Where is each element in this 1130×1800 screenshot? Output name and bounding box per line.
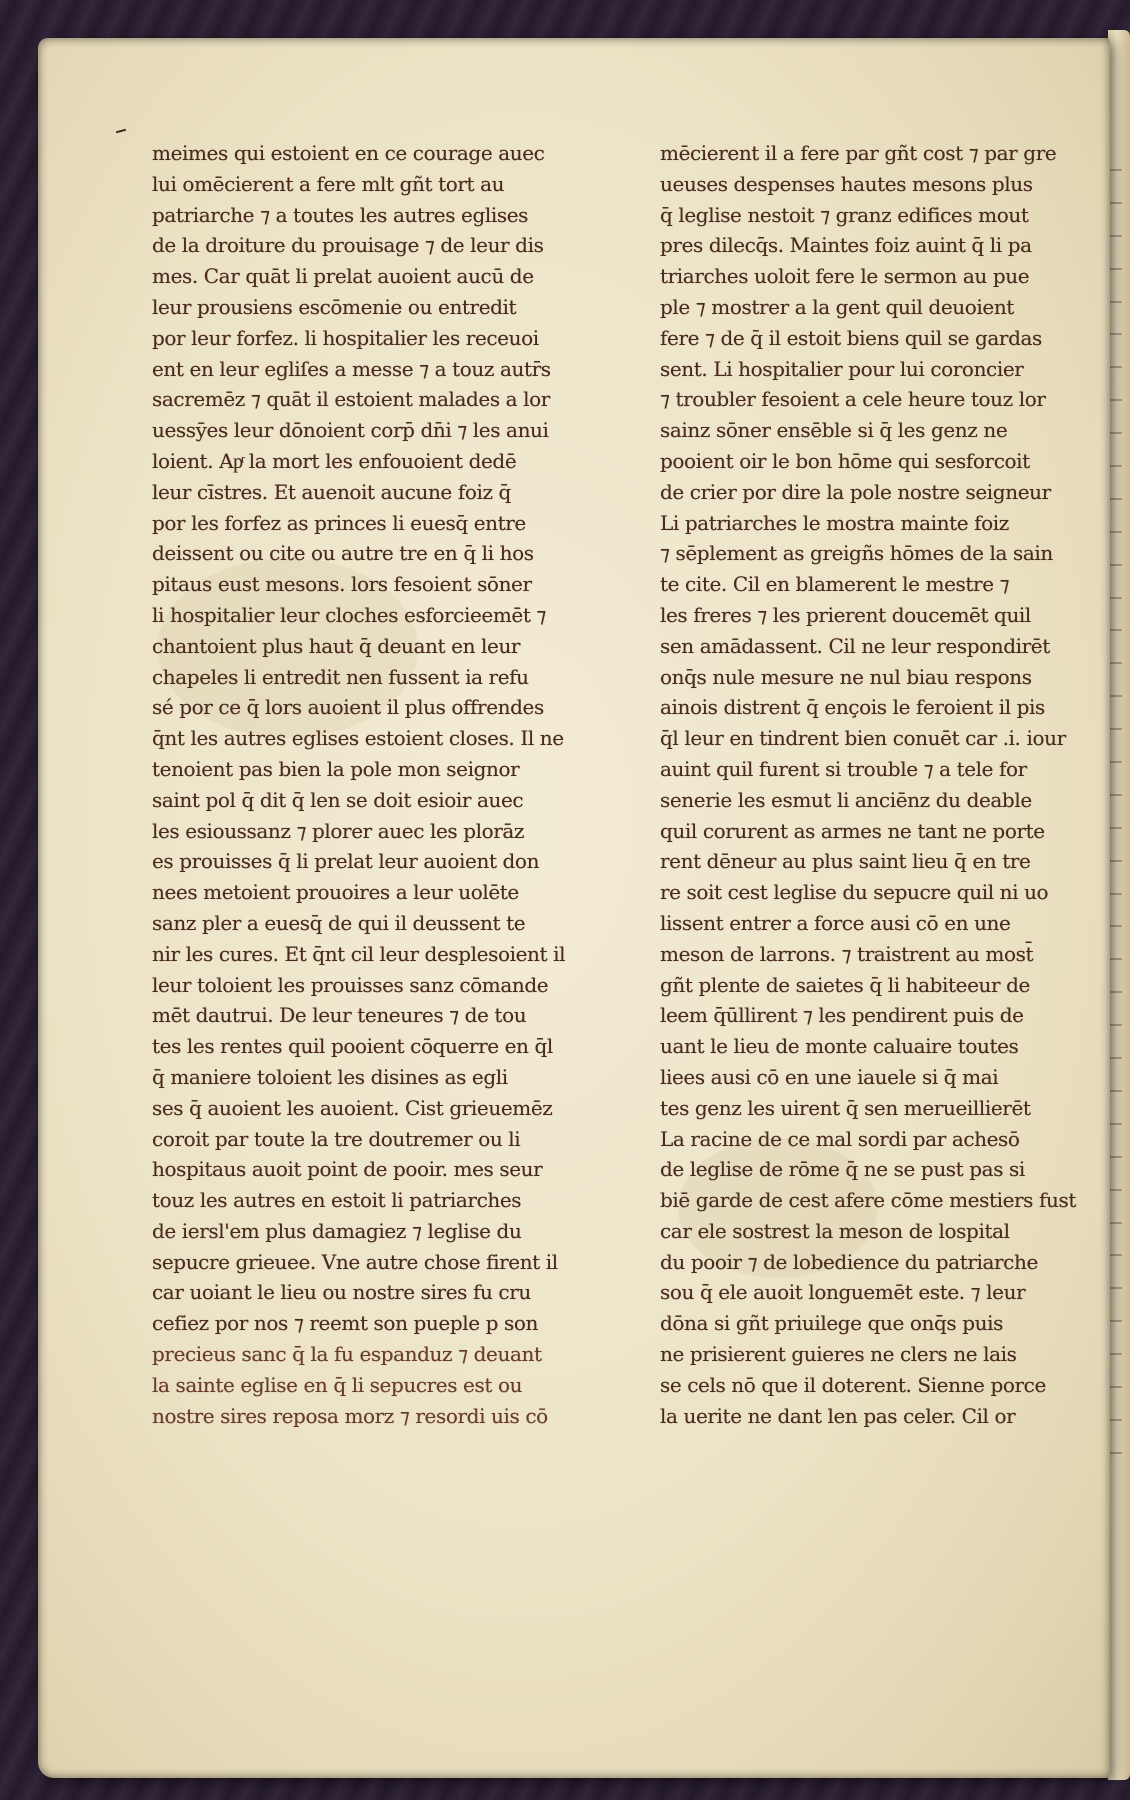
manuscript-line: coroit par toute la tre doutremer ou li [152,1126,521,1151]
manuscript-line: leur prousiens escōmenie ou entredit [152,294,517,319]
facing-line-fragment [1108,239,1122,270]
manuscript-line: sent. Li hospitalier pour lui coroncier [660,356,1024,381]
manuscript-line: sanz pler a euesq̄ de qui il deussent te [152,910,526,935]
manuscript-line: dōna si gñt priuilege que onq̄s puis [660,1311,1003,1336]
manuscript-line: q̄ leglise nestoit ⁊ granz edifices mout [660,202,1029,227]
manuscript-line: leur toloient les prouisses sanz cōmande [152,972,549,997]
manuscript-line: onq̄s nule mesure ne nul biau respons [660,664,1032,689]
manuscript-line: de iersl'em plus damagiez ⁊ leglise du [152,1218,522,1243]
manuscript-line: pres dilecq̄s. Maintes foiz auint q̄ li pa [660,233,1032,258]
manuscript-line: la uerite ne dant len pas celer. Cil or [660,1403,1016,1428]
manuscript-line: ne prisierent guieres ne clers ne lais [660,1342,1017,1367]
manuscript-line: q̄ maniere toloient les disines as egli [152,1064,508,1089]
manuscript-line: senerie les esmut li anciēnz du deable [660,787,1032,812]
text-column-right [660,138,1090,1478]
text-column-left [152,138,600,1478]
manuscript-line: gñt plente de saietes q̄ li habiteeur de [660,972,1030,997]
manuscript-line: la sainte eglise en q̄ li sepucres est ou [152,1372,523,1397]
facing-line-fragment [1108,929,1122,960]
manuscript-line: mēcierent il a fere par gñt cost ⁊ par gre [660,141,1057,165]
facing-line-fragment [1108,568,1122,599]
manuscript-line: ses q̄ auoient les auoient. Cist grieuemēz [152,1095,553,1120]
manuscript-line: loient. Apͬ la mort les enfouoient dedē [152,448,517,473]
facing-line-fragment [1108,535,1122,566]
manuscript-line: liees ausi cō en une iauele si q̄ mai [660,1064,999,1089]
manuscript-line: meimes qui estoient en ce courage auec [152,141,545,165]
manuscript-line: tenoient pas bien la pole mon seignor [152,756,520,781]
manuscript-line: uessȳes leur dōnoient corp̄ dn̄i ⁊ les anui [152,418,549,443]
manuscript-line: sainz sōner ensēble si q̄ les genz ne [660,418,1008,443]
facing-line-fragment [1108,469,1122,500]
facing-line-fragment [1108,633,1122,664]
facing-page-text-fragments [1108,140,1126,1470]
facing-line-fragment [1108,1225,1122,1256]
manuscript-line: ueuses despenses hautes mesons plus [660,171,1033,196]
facing-line-fragment [1108,1160,1122,1191]
manuscript-line: car ele sostrest la meson de lospital [660,1218,1010,1243]
manuscript-line: te cite. Cil en blamerent le mestre ⁊ [660,572,1010,597]
manuscript-line: cefiez por nos ⁊ reemt son pueple p son [152,1311,538,1336]
facing-line-fragment [1108,600,1122,631]
manuscript-line: leur cīstres. Et auenoit aucune foiz q̄ [152,479,511,504]
facing-line-fragment [1108,403,1122,434]
facing-line-fragment [1108,1324,1122,1355]
facing-line-fragment [1108,765,1122,796]
manuscript-line: fere ⁊ de q̄ il estoit biens quil se gardas [660,325,1042,350]
manuscript-line: ent en leur egliſes a messe ⁊ a touz autr̄s [152,356,551,381]
manuscript-line: La racine de ce mal sordi par achesō [660,1126,1020,1151]
manuscript-line: les esioussanz ⁊ plorer auec les plorāz [152,818,525,843]
manuscript-line: lissent entrer a force ausi cō en une [660,910,1011,935]
manuscript-line: ainois distrent q̄ ençois le feroient il pis [660,695,1045,720]
facing-line-fragment [1108,1028,1122,1059]
manuscript-line: ⁊ sēplement as greigñs hōmes de la sain [660,541,1053,566]
facing-line-fragment [1108,896,1122,927]
manuscript-line: mēt dautrui. De leur teneures ⁊ de tou [152,1003,527,1028]
manuscript-line: re soit cest leglise du sepucre quil ni uo [660,880,1049,905]
manuscript-line: nees metoient prouoires a leur uolēte [152,880,519,905]
manuscript-line: precieus sanc q̄ la fu espanduz ⁊ deuant [152,1342,542,1367]
manuscript-line: chantoient plus haut q̄ deuant en leur [152,633,521,658]
manuscript-line: se cels nō que il doterent. Sienne porce [660,1372,1046,1397]
facing-line-fragment [1108,1258,1122,1289]
facing-line-fragment [1108,502,1122,533]
manuscript-line: sen amādassent. Cil ne leur respondirēt [660,633,1050,658]
manuscript-line: leem q̄ūllirent ⁊ les pendirent puis de [660,1003,1024,1028]
manuscript-line: de leglise de rōme q̄ ne se pust pas si [660,1157,1025,1182]
facing-line-fragment [1108,1456,1122,1470]
manuscript-line: nir les cures. Et q̄nt cil leur desplesoient il [152,941,566,966]
facing-line-fragment [1108,798,1122,829]
manuscript-line: lui omēcierent a fere mlt gñt tort au [152,171,505,196]
manuscript-line: chapeles li entredit nen fussent ia refu [152,664,529,689]
facing-line-fragment [1108,1357,1122,1388]
manuscript-line: li hospitalier leur cloches esforcieemēt ⁊ [152,602,546,627]
manuscript-line: du pooir ⁊ de lobedience du patriarche [660,1249,1038,1274]
facing-line-fragment [1108,140,1122,171]
manuscript-line: patriarche ⁊ a toutes les autres eglises [152,202,529,227]
manuscript-line: sacremēz ⁊ quāt il estoient malades a lor [152,387,550,412]
manuscript-line: q̄nt les autres eglises estoient closes. Il ne [152,726,564,751]
manuscript-line: nostre sires reposa morz ⁊ resordi uis cō [152,1403,548,1428]
facing-line-fragment [1108,436,1122,467]
manuscript-line: de la droiture du prouisage ⁊ de leur dis [152,233,544,258]
facing-line-fragment [1108,995,1122,1026]
manuscript-line: es prouisses q̄ li prelat leur auoient don [152,849,540,874]
manuscript-line: ple ⁊ mostrer a la gent quil deuoient [660,294,1014,319]
manuscript-line: car uoiant le lieu ou nostre sires fu cru [152,1280,531,1305]
facing-line-fragment [1108,272,1122,303]
facing-line-fragment [1108,1390,1122,1421]
manuscript-line: por les forfez as princes li euesq̄ entre [152,510,526,535]
facing-line-fragment [1108,304,1122,335]
manuscript-line: por leur forfez. li hospitalier les receuoi [152,325,539,350]
manuscript-line: sou q̄ ele auoit longuemēt este. ⁊ leur [660,1280,1026,1305]
manuscript-line: sé por ce q̄ lors auoient il plus offrendes [152,695,544,720]
manuscript-line: Li patriarches le mostra mainte foiz [660,510,1009,535]
manuscript-line: mes. Car quāt li prelat auoient aucū de [152,264,534,289]
manuscript-line: triarches uoloit fere le sermon au pue [660,264,1030,289]
manuscript-line: les freres ⁊ les prierent doucemēt quil [660,602,1031,627]
facing-line-fragment [1108,1291,1122,1322]
facing-line-fragment [1108,173,1122,204]
manuscript-line: ⁊ troubler fesoient a cele heure touz lor [660,387,1046,412]
manuscript-line: biē garde de cest afere cōme mestiers fust [660,1188,1076,1213]
manuscript-line: quil corurent as armes ne tant ne porte [660,818,1045,843]
manuscript-line: sepucre grieuee. Vne autre chose firent il [152,1249,558,1274]
manuscript-line: pooient oir le bon hōme qui sesforcoit [660,448,1030,473]
facing-line-fragment [1108,370,1122,401]
manuscript-line: pitaus eust mesons. lors fesoient sōner [152,572,532,597]
facing-line-fragment [1108,1061,1122,1092]
manuscript-line: meson de larrons. ⁊ traistrent au most̄ [660,941,1034,966]
facing-line-fragment [1108,864,1122,895]
manuscript-line: deissent ou cite ou autre tre en q̄ li hos [152,541,534,566]
facing-line-fragment [1108,337,1122,368]
manuscript-line: tes genz les uirent q̄ sen merueillierēt [660,1095,1031,1120]
manuscript-line: hospitaus auoit point de pooir. mes seur [152,1157,543,1182]
facing-line-fragment [1108,699,1122,730]
facing-line-fragment [1108,962,1122,993]
facing-line-fragment [1108,1193,1122,1224]
manuscript-line: touz les autres en estoit li patriarches [152,1188,522,1213]
manuscript-line: auint quil furent si trouble ⁊ a tele for [660,756,1027,781]
manuscript-line: tes les rentes quil pooient cōquerre en q̄l [152,1034,553,1059]
facing-line-fragment [1108,831,1122,862]
manuscript-line: uant le lieu de monte caluaire toutes [660,1034,1019,1059]
facing-line-fragment [1108,1127,1122,1158]
facing-line-fragment [1108,206,1122,237]
manuscript-line: de crier por dire la pole nostre seigneur [660,479,1051,504]
facing-line-fragment [1108,1423,1122,1454]
facing-line-fragment [1108,732,1122,763]
facing-line-fragment [1108,666,1122,697]
manuscript-line: rent dēneur au plus saint lieu q̄ en tre [660,849,1031,874]
facing-line-fragment [1108,1094,1122,1125]
manuscript-line: saint pol q̄ dit q̄ len se doit esioir auec [152,787,524,812]
manuscript-line: q̄l leur en tindrent bien conuēt car .i. iour [660,726,1066,751]
